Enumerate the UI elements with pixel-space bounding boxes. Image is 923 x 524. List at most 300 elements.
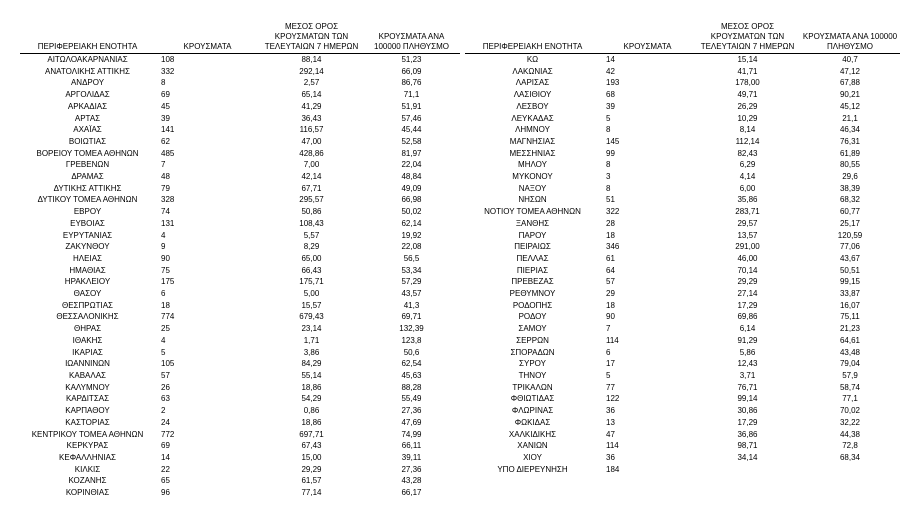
region-name-cell: ΔΡΑΜΑΣ bbox=[71, 172, 104, 182]
avg7-cell: 77,14 bbox=[301, 488, 322, 498]
cases-cell: 131 bbox=[161, 218, 175, 228]
cases-cell: 193 bbox=[606, 78, 620, 88]
avg7-cell: 3,86 bbox=[303, 347, 320, 357]
region-name-cell: ΑΧΑΪΑΣ bbox=[73, 125, 102, 135]
table-row bbox=[465, 347, 900, 359]
region-name-cell: ΚΕΝΤΡΙΚΟΥ ΤΟΜΕΑ ΑΘΗΝΩΝ bbox=[31, 429, 144, 439]
table-row bbox=[20, 171, 460, 183]
cases-cell: 36 bbox=[606, 452, 615, 462]
cases-cell: 772 bbox=[161, 429, 175, 439]
regions-table-left bbox=[20, 14, 460, 499]
cases-cell: 65 bbox=[161, 476, 170, 486]
table-row bbox=[20, 417, 460, 429]
cases-cell: 22 bbox=[161, 464, 170, 474]
header-cases: ΚΡΟΥΣΜΑΤΑ bbox=[600, 14, 695, 54]
table-row bbox=[20, 77, 460, 89]
region-name-cell: ΠΙΕΡΙΑΣ bbox=[516, 265, 549, 275]
per100k-cell: 72,8 bbox=[842, 441, 858, 451]
avg7-cell: 291,00 bbox=[735, 242, 760, 252]
region-name-cell: ΝΟΤΙΟΥ ΤΟΜΕΑ ΑΘΗΝΩΝ bbox=[484, 207, 581, 217]
table-row bbox=[20, 276, 460, 288]
avg7-cell: 46,00 bbox=[737, 253, 758, 263]
table-row bbox=[20, 89, 460, 101]
per100k-cell: 132,39 bbox=[399, 324, 424, 334]
cases-cell: 57 bbox=[161, 370, 170, 380]
region-name-cell: ΣΕΡΡΩΝ bbox=[516, 335, 549, 345]
avg7-cell: 27,14 bbox=[737, 289, 758, 299]
avg7-cell: 12,43 bbox=[737, 359, 758, 369]
table-row bbox=[20, 323, 460, 335]
cases-cell: 69 bbox=[161, 441, 170, 451]
table-row bbox=[465, 171, 900, 183]
per100k-cell: 79,04 bbox=[839, 359, 861, 369]
cases-cell: 90 bbox=[161, 253, 170, 263]
region-name-cell: ΙΩΑΝΝΙΝΩΝ bbox=[65, 359, 110, 369]
cases-cell: 3 bbox=[606, 172, 611, 182]
per100k-cell: 123,8 bbox=[401, 335, 422, 345]
header-region: ΠΕΡΙΦΕΡΕΙΑΚΗ ΕΝΟΤΗΤΑ bbox=[20, 14, 155, 54]
table-row bbox=[465, 124, 900, 136]
region-name-cell: ΜΗΛΟΥ bbox=[518, 160, 547, 170]
table-row bbox=[465, 276, 900, 288]
avg7-cell: 34,14 bbox=[737, 452, 758, 462]
cases-cell: 68 bbox=[606, 90, 615, 100]
avg7-cell: 4,14 bbox=[739, 172, 756, 182]
cases-cell: 7 bbox=[606, 324, 611, 334]
cases-cell: 64 bbox=[606, 265, 615, 275]
per100k-cell: 58,74 bbox=[839, 382, 861, 392]
table-row bbox=[20, 265, 460, 277]
table-row bbox=[20, 393, 460, 405]
region-name-cell: ΞΑΝΘΗΣ bbox=[515, 218, 550, 228]
cases-cell: 4 bbox=[161, 335, 166, 345]
per100k-cell: 81,97 bbox=[401, 148, 422, 158]
avg7-cell: 108,43 bbox=[299, 218, 324, 228]
avg7-cell: 10,29 bbox=[737, 113, 758, 123]
region-name-cell: ΤΗΝΟΥ bbox=[518, 370, 547, 380]
per100k-cell: 40,7 bbox=[842, 55, 858, 64]
region-name-cell: ΗΡΑΚΛΕΙΟΥ bbox=[64, 277, 111, 287]
per100k-cell: 44,38 bbox=[839, 429, 861, 439]
cases-cell: 8 bbox=[606, 160, 611, 170]
per100k-cell: 43,48 bbox=[839, 347, 861, 357]
region-name-cell: ΖΑΚΥΝΘΟΥ bbox=[65, 242, 110, 252]
per100k-cell: 120,59 bbox=[837, 230, 863, 240]
cases-cell: 63 bbox=[161, 394, 170, 404]
per100k-cell: 47,12 bbox=[839, 66, 861, 76]
region-name-cell: ΛΕΥΚΑΔΑΣ bbox=[511, 113, 554, 123]
table-row bbox=[20, 113, 460, 125]
per100k-cell: 70,02 bbox=[839, 406, 861, 416]
avg7-cell: 3,71 bbox=[739, 370, 756, 380]
table-row bbox=[465, 253, 900, 265]
per100k-cell: 43,67 bbox=[839, 253, 861, 263]
table-row bbox=[465, 417, 900, 429]
per100k-cell: 43,57 bbox=[401, 289, 422, 299]
avg7-cell: 15,14 bbox=[737, 55, 758, 64]
cases-cell: 28 bbox=[606, 218, 615, 228]
per100k-cell: 62,14 bbox=[401, 218, 422, 228]
per100k-cell: 53,34 bbox=[401, 265, 422, 275]
header-avg7: ΜΕΣΟΣ ΟΡΟΣ ΚΡΟΥΣΜΑΤΩΝ ΤΩΝ ΤΕΛΕΥΤΑΙΩΝ 7 ΗΜΕΡΩΝ bbox=[695, 14, 800, 54]
table-row bbox=[465, 464, 900, 476]
per100k-cell: 27,36 bbox=[401, 406, 422, 416]
cases-cell: 51 bbox=[606, 195, 615, 205]
region-name-cell: ΑΝΔΡΟΥ bbox=[70, 78, 105, 88]
table-row bbox=[20, 382, 460, 394]
cases-cell: 5 bbox=[161, 347, 166, 357]
region-name-cell: ΦΛΩΡΙΝΑΣ bbox=[511, 406, 554, 416]
avg7-cell: 15,57 bbox=[301, 300, 322, 310]
per100k-cell: 25,17 bbox=[839, 218, 861, 228]
cases-cell: 24 bbox=[161, 417, 170, 427]
cases-cell: 99 bbox=[606, 148, 615, 158]
header-region: ΠΕΡΙΦΕΡΕΙΑΚΗ ΕΝΟΤΗΤΑ bbox=[465, 14, 600, 54]
table-row bbox=[20, 335, 460, 347]
per100k-cell: 60,77 bbox=[839, 207, 861, 217]
per100k-cell: 76,31 bbox=[839, 136, 861, 146]
region-name-cell: ΜΥΚΟΝΟΥ bbox=[512, 172, 553, 182]
region-name-cell: ΡΟΔΟΥ bbox=[518, 312, 547, 322]
region-name-cell: ΛΕΣΒΟΥ bbox=[516, 101, 549, 111]
cases-cell: 69 bbox=[161, 90, 170, 100]
cases-cell: 77 bbox=[606, 382, 615, 392]
region-name-cell: ΚΩ bbox=[526, 55, 539, 64]
avg7-cell: 55,14 bbox=[301, 370, 322, 380]
cases-cell: 4 bbox=[161, 230, 166, 240]
per100k-cell: 22,04 bbox=[401, 160, 422, 170]
cases-cell: 328 bbox=[161, 195, 175, 205]
cases-cell: 108 bbox=[161, 55, 175, 64]
avg7-cell: 5,86 bbox=[739, 347, 756, 357]
table-row bbox=[20, 159, 460, 171]
region-name-cell: ΚΟΖΑΝΗΣ bbox=[68, 476, 107, 486]
cases-cell: 485 bbox=[161, 148, 175, 158]
per100k-cell: 66,98 bbox=[401, 195, 422, 205]
avg7-cell: 29,29 bbox=[737, 277, 758, 287]
per100k-cell: 61,89 bbox=[839, 148, 861, 158]
region-name-cell: ΜΕΣΣΗΝΙΑΣ bbox=[509, 148, 556, 158]
cases-cell: 17 bbox=[606, 359, 615, 369]
region-name-cell: ΠΑΡΟΥ bbox=[518, 230, 547, 240]
table-row bbox=[20, 218, 460, 230]
table-row bbox=[20, 194, 460, 206]
avg7-cell: 99,14 bbox=[737, 394, 758, 404]
table-row bbox=[465, 159, 900, 171]
region-name-cell: ΝΑΞΟΥ bbox=[518, 183, 547, 193]
avg7-cell: 42,14 bbox=[301, 172, 322, 182]
per100k-cell: 64,61 bbox=[839, 335, 861, 345]
avg7-cell: 66,43 bbox=[301, 265, 322, 275]
avg7-cell: 295,57 bbox=[299, 195, 324, 205]
cases-cell: 18 bbox=[606, 300, 615, 310]
per100k-cell: 47,69 bbox=[401, 417, 422, 427]
region-name-cell: ΔΥΤΙΚΗΣ ΑΤΤΙΚΗΣ bbox=[53, 183, 122, 193]
table-row bbox=[465, 452, 900, 464]
table-row bbox=[20, 253, 460, 265]
region-name-cell: ΧΑΛΚΙΔΙΚΗΣ bbox=[508, 429, 557, 439]
avg7-cell: 175,71 bbox=[299, 277, 324, 287]
per100k-cell: 43,28 bbox=[401, 476, 422, 486]
per100k-cell: 66,09 bbox=[401, 66, 422, 76]
avg7-cell: 8,14 bbox=[739, 125, 756, 135]
table-row bbox=[465, 230, 900, 242]
region-name-cell: ΠΕΙΡΑΙΩΣ bbox=[514, 242, 551, 252]
per100k-cell: 71,1 bbox=[403, 90, 420, 100]
cases-cell: 62 bbox=[161, 136, 170, 146]
per100k-cell: 66,11 bbox=[401, 441, 422, 451]
header-avg7: ΜΕΣΟΣ ΟΡΟΣ ΚΡΟΥΣΜΑΤΩΝ ΤΩΝ ΤΕΛΕΥΤΑΙΩΝ 7 ΗΜΕΡΩΝ bbox=[260, 14, 363, 54]
avg7-cell: 98,71 bbox=[737, 441, 758, 451]
per100k-cell: 99,15 bbox=[839, 277, 861, 287]
region-name-cell: ΒΟΙΩΤΙΑΣ bbox=[68, 136, 107, 146]
region-name-cell: ΕΥΡΥΤΑΝΙΑΣ bbox=[62, 230, 113, 240]
cases-cell: 141 bbox=[161, 125, 175, 135]
per100k-cell: 68,32 bbox=[839, 195, 861, 205]
per100k-cell: 21,1 bbox=[842, 113, 858, 123]
table-row bbox=[20, 66, 460, 78]
per100k-cell: 56,5 bbox=[403, 253, 420, 263]
per100k-cell: 41,3 bbox=[403, 300, 420, 310]
per100k-cell: 16,07 bbox=[839, 300, 861, 310]
cases-cell: 18 bbox=[161, 300, 170, 310]
region-name-cell: ΦΘΙΩΤΙΔΑΣ bbox=[510, 394, 555, 404]
region-name-cell: ΘΕΣΠΡΩΤΙΑΣ bbox=[62, 300, 113, 310]
table-row bbox=[465, 218, 900, 230]
cases-cell: 26 bbox=[161, 382, 170, 392]
avg7-cell: 35,86 bbox=[737, 195, 758, 205]
cases-cell: 332 bbox=[161, 66, 175, 76]
table-row bbox=[20, 464, 460, 476]
avg7-cell: 82,43 bbox=[737, 148, 758, 158]
cases-cell: 90 bbox=[606, 312, 615, 322]
table-row bbox=[465, 311, 900, 323]
table-row bbox=[465, 206, 900, 218]
avg7-cell: 29,57 bbox=[737, 218, 758, 228]
region-name-cell: ΑΙΤΩΛΟΑΚΑΡΝΑΝΙΑΣ bbox=[47, 55, 128, 64]
per100k-cell: 86,76 bbox=[401, 78, 422, 88]
region-name-cell: ΛΗΜΝΟΥ bbox=[515, 125, 550, 135]
cases-cell: 36 bbox=[606, 406, 615, 416]
per100k-cell: 38,39 bbox=[839, 183, 861, 193]
header-per100k: ΚΡΟΥΣΜΑΤΑ ΑΝΑ 100000 ΠΛΗΘΥΣΜΟ bbox=[363, 14, 460, 54]
table-row bbox=[20, 206, 460, 218]
region-name-cell: ΘΑΣΟΥ bbox=[73, 289, 102, 299]
region-name-cell: ΣΑΜΟΥ bbox=[518, 324, 547, 334]
per100k-cell: 29,6 bbox=[842, 172, 858, 182]
table-row bbox=[465, 183, 900, 195]
avg7-cell: 76,71 bbox=[737, 382, 758, 392]
table-row bbox=[20, 101, 460, 113]
table-body-right bbox=[465, 54, 900, 476]
avg7-cell: 17,29 bbox=[737, 417, 758, 427]
cases-cell: 13 bbox=[606, 417, 615, 427]
cases-cell: 39 bbox=[606, 101, 615, 111]
table-row bbox=[465, 323, 900, 335]
per100k-cell: 57,9 bbox=[842, 370, 858, 380]
header-cases: ΚΡΟΥΣΜΑΤΑ bbox=[155, 14, 260, 54]
region-name-cell: ΚΕΡΚΥΡΑΣ bbox=[66, 441, 109, 451]
cases-cell: 57 bbox=[606, 277, 615, 287]
per100k-cell bbox=[800, 464, 900, 476]
table-row bbox=[20, 475, 460, 487]
avg7-cell: 8,29 bbox=[303, 242, 320, 252]
avg7-cell: 17,29 bbox=[737, 300, 758, 310]
region-name-cell: ΒΟΡΕΙΟΥ ΤΟΜΕΑ ΑΘΗΝΩΝ bbox=[36, 148, 139, 158]
table-row bbox=[20, 358, 460, 370]
region-name-cell: ΙΚΑΡΙΑΣ bbox=[72, 347, 103, 357]
region-name-cell: ΕΒΡΟΥ bbox=[73, 207, 102, 217]
per100k-cell: 33,87 bbox=[839, 289, 861, 299]
table-row bbox=[465, 54, 900, 66]
table-row bbox=[20, 230, 460, 242]
region-name-cell: ΣΠΟΡΑΔΩΝ bbox=[510, 347, 555, 357]
per100k-cell: 49,09 bbox=[401, 183, 422, 193]
table-row bbox=[465, 113, 900, 125]
table-row bbox=[465, 300, 900, 312]
table-row bbox=[465, 136, 900, 148]
avg7-cell: 50,86 bbox=[301, 207, 322, 217]
avg7-cell: 54,29 bbox=[301, 394, 322, 404]
table-row bbox=[20, 370, 460, 382]
region-name-cell: ΧΑΝΙΩΝ bbox=[517, 441, 548, 451]
cases-cell: 42 bbox=[606, 66, 615, 76]
avg7-cell: 18,86 bbox=[301, 417, 322, 427]
avg7-cell: 70,14 bbox=[737, 265, 758, 275]
per100k-cell: 32,22 bbox=[839, 417, 861, 427]
cases-cell: 48 bbox=[161, 172, 170, 182]
per100k-cell: 48,84 bbox=[401, 172, 422, 182]
per100k-cell: 66,17 bbox=[401, 488, 422, 498]
per100k-cell: 45,12 bbox=[839, 101, 861, 111]
avg7-cell: 36,86 bbox=[737, 429, 758, 439]
cases-cell: 6 bbox=[161, 289, 166, 299]
avg7-cell bbox=[695, 464, 800, 476]
avg7-cell: 116,57 bbox=[299, 125, 324, 135]
table-row bbox=[20, 288, 460, 300]
cases-cell: 79 bbox=[161, 183, 170, 193]
region-name-cell: ΠΕΛΛΑΣ bbox=[516, 253, 549, 263]
avg7-cell: 18,86 bbox=[301, 382, 322, 392]
avg7-cell: 67,43 bbox=[301, 441, 322, 451]
cases-cell: 74 bbox=[161, 207, 170, 217]
region-name-cell: ΑΝΑΤΟΛΙΚΗΣ ΑΤΤΙΚΗΣ bbox=[45, 66, 130, 76]
table-row bbox=[20, 300, 460, 312]
avg7-cell: 23,14 bbox=[301, 324, 322, 334]
region-name-cell: ΡΕΘΥΜΝΟΥ bbox=[509, 289, 556, 299]
table-row bbox=[20, 148, 460, 160]
region-name-cell: ΕΥΒΟΙΑΣ bbox=[70, 218, 105, 228]
avg7-cell: 292,14 bbox=[299, 66, 324, 76]
cases-cell: 322 bbox=[606, 207, 620, 217]
per100k-cell: 69,71 bbox=[401, 312, 422, 322]
region-name-cell: ΛΑΣΙΘΙΟΥ bbox=[513, 90, 552, 100]
region-name-cell: ΘΗΡΑΣ bbox=[73, 324, 102, 334]
region-name-cell: ΗΜΑΘΙΑΣ bbox=[69, 265, 106, 275]
avg7-cell: 47,00 bbox=[301, 136, 322, 146]
per100k-cell: 52,58 bbox=[401, 136, 422, 146]
region-name-cell: ΚΑΛΥΜΝΟΥ bbox=[65, 382, 110, 392]
region-name-cell: ΗΛΕΙΑΣ bbox=[73, 253, 102, 263]
avg7-cell: 88,14 bbox=[301, 55, 322, 64]
avg7-cell: 679,43 bbox=[299, 312, 324, 322]
avg7-cell: 13,57 bbox=[737, 230, 758, 240]
region-name-cell: ΤΡΙΚΑΛΩΝ bbox=[512, 382, 553, 392]
per100k-cell: 77,06 bbox=[839, 242, 861, 252]
avg7-cell: 26,29 bbox=[737, 101, 758, 111]
region-name-cell: ΚΑΣΤΟΡΙΑΣ bbox=[65, 417, 110, 427]
avg7-cell: 5,57 bbox=[303, 230, 320, 240]
cases-cell: 2 bbox=[161, 406, 166, 416]
avg7-cell: 112,14 bbox=[735, 136, 760, 146]
per100k-cell: 21,23 bbox=[839, 324, 861, 334]
table-row bbox=[465, 335, 900, 347]
cases-cell: 8 bbox=[606, 125, 611, 135]
region-name-cell: ΚΑΡΠΑΘΟΥ bbox=[65, 406, 110, 416]
cases-cell: 5 bbox=[606, 113, 611, 123]
table-row bbox=[20, 124, 460, 136]
region-name-cell: ΑΡΤΑΣ bbox=[74, 113, 101, 123]
region-name-cell: ΡΟΔΟΠΗΣ bbox=[512, 300, 553, 310]
table-row bbox=[20, 405, 460, 417]
cases-cell: 346 bbox=[606, 242, 620, 252]
table-row bbox=[465, 405, 900, 417]
region-name-cell: ΙΘΑΚΗΣ bbox=[72, 335, 103, 345]
per100k-cell: 45,63 bbox=[401, 370, 422, 380]
per100k-cell: 57,46 bbox=[401, 113, 422, 123]
cases-cell: 45 bbox=[161, 101, 170, 111]
region-name-cell: ΚΑΡΔΙΤΣΑΣ bbox=[65, 394, 110, 404]
avg7-cell: 36,43 bbox=[301, 113, 322, 123]
table-row bbox=[465, 288, 900, 300]
table-row bbox=[20, 183, 460, 195]
per100k-cell: 50,02 bbox=[401, 207, 422, 217]
table-row bbox=[20, 54, 460, 66]
region-name-cell: ΠΡΕΒΕΖΑΣ bbox=[511, 277, 554, 287]
per100k-cell: 39,11 bbox=[401, 452, 422, 462]
avg7-cell: 6,00 bbox=[739, 183, 756, 193]
cases-cell: 75 bbox=[161, 265, 170, 275]
per100k-cell: 46,34 bbox=[839, 125, 861, 135]
cases-cell: 774 bbox=[161, 312, 175, 322]
region-name-cell: ΝΗΣΩΝ bbox=[518, 195, 547, 205]
avg7-cell: 15,00 bbox=[301, 452, 322, 462]
cases-cell: 6 bbox=[606, 347, 611, 357]
avg7-cell: 178,00 bbox=[735, 78, 760, 88]
avg7-cell: 30,86 bbox=[737, 406, 758, 416]
per100k-cell: 22,08 bbox=[401, 242, 422, 252]
table-row bbox=[465, 265, 900, 277]
per100k-cell: 57,29 bbox=[401, 277, 422, 287]
table-row bbox=[465, 241, 900, 253]
table-row bbox=[465, 440, 900, 452]
table-row bbox=[20, 241, 460, 253]
table-row bbox=[465, 382, 900, 394]
table-row bbox=[20, 452, 460, 464]
avg7-cell: 428,86 bbox=[299, 148, 324, 158]
cases-cell: 39 bbox=[161, 113, 170, 123]
per100k-cell: 75,11 bbox=[840, 312, 860, 322]
cases-cell: 25 bbox=[161, 324, 170, 334]
region-name-cell: ΜΑΓΝΗΣΙΑΣ bbox=[509, 136, 556, 146]
cases-cell: 122 bbox=[606, 394, 620, 404]
per100k-cell: 74,99 bbox=[401, 429, 422, 439]
region-name-cell: ΦΩΚΙΔΑΣ bbox=[514, 417, 551, 427]
table-row bbox=[465, 89, 900, 101]
per100k-cell: 68,34 bbox=[839, 452, 861, 462]
avg7-cell: 1,71 bbox=[303, 335, 320, 345]
table-header-row bbox=[465, 14, 900, 54]
